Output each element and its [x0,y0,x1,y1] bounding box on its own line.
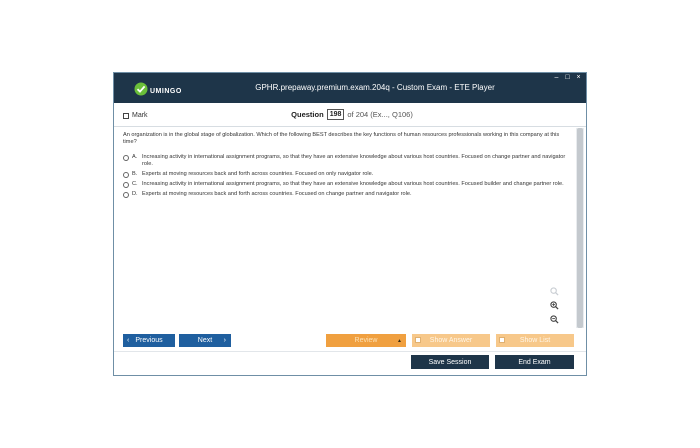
radio-button[interactable] [123,182,129,188]
question-toolbar [114,103,586,127]
previous-button[interactable] [123,334,175,347]
chevron-right-icon: › [223,337,226,344]
zoom-in-icon[interactable] [550,301,559,310]
answer-option-d[interactable] [123,191,573,198]
logo-text: UMINGO [150,87,182,95]
previous-label: Previous [135,337,163,344]
scrollbar-thumb[interactable] [577,128,583,328]
option-letter: B. [132,171,138,177]
window-controls [553,74,582,82]
navigation-bar [114,332,586,350]
maximize-icon[interactable]: □ [565,74,570,81]
show-list-button[interactable] [496,334,574,347]
zoom-out-icon[interactable] [550,315,559,324]
review-button[interactable] [326,334,406,347]
end-exam-button[interactable]: End Exam [495,355,574,369]
window-title: GPHR.prepaway.premium.exam.204q - Custom Exam - ETE Player [255,83,495,92]
show-answer-label: Show Answer [429,337,473,344]
session-bar [114,351,586,375]
minimize-icon[interactable]: – [554,74,559,81]
answer-options [123,154,573,201]
save-session-button[interactable]: Save Session [411,355,489,369]
option-text: Experts at moving resources back and forth across countries. Focused on change partner and navigator role. [142,191,412,197]
next-label: Next [197,337,213,344]
radio-button[interactable] [123,155,129,161]
title-bar [114,73,586,103]
option-text: Increasing activity in international assignment programs, so that they have an extensive knowledge about various host countries. Focused on change partner and navigator role. [142,154,566,167]
question-label: Question [291,110,324,119]
question-number-input[interactable]: 198 [327,109,345,120]
show-answer-checkbox[interactable] [415,337,421,343]
option-text: Increasing activity in international assignment programs, so that they have an extensive knowledge about various host countries. Focused builder and change partner role. [142,181,564,187]
answer-option-a[interactable] [123,154,573,168]
answer-option-b[interactable] [123,171,573,178]
review-label: Review [354,337,378,344]
question-text: An organization is in the global stage of globalization. Which of the following BEST describes the key functions of human resources professionals working in this company at this time? [123,132,560,145]
answer-option-c[interactable] [123,181,573,188]
show-answer-button[interactable] [412,334,490,347]
next-button[interactable] [179,334,231,347]
option-text: Experts at moving resources back and forth across countries. Focused on only navigator role. [142,171,374,177]
option-letter: C. [132,181,138,187]
question-navigator [114,109,586,120]
search-icon[interactable] [550,287,559,296]
option-letter: D. [132,191,138,197]
radio-button[interactable] [123,172,129,178]
question-count: of 204 (Ex..., Q106) [347,110,413,119]
option-letter: A. [132,154,138,160]
vertical-scrollbar[interactable] [576,128,584,328]
show-list-checkbox[interactable] [499,337,505,343]
chevron-left-icon: ‹ [127,337,130,344]
close-icon[interactable]: × [576,74,581,81]
radio-button[interactable] [123,192,129,198]
mark-label: Mark [132,112,148,119]
zoom-tools [550,287,562,324]
caret-up-icon: ▲ [397,337,402,344]
exam-player-window [113,72,587,376]
show-list-label: Show List [519,337,551,344]
question-content [114,128,576,328]
